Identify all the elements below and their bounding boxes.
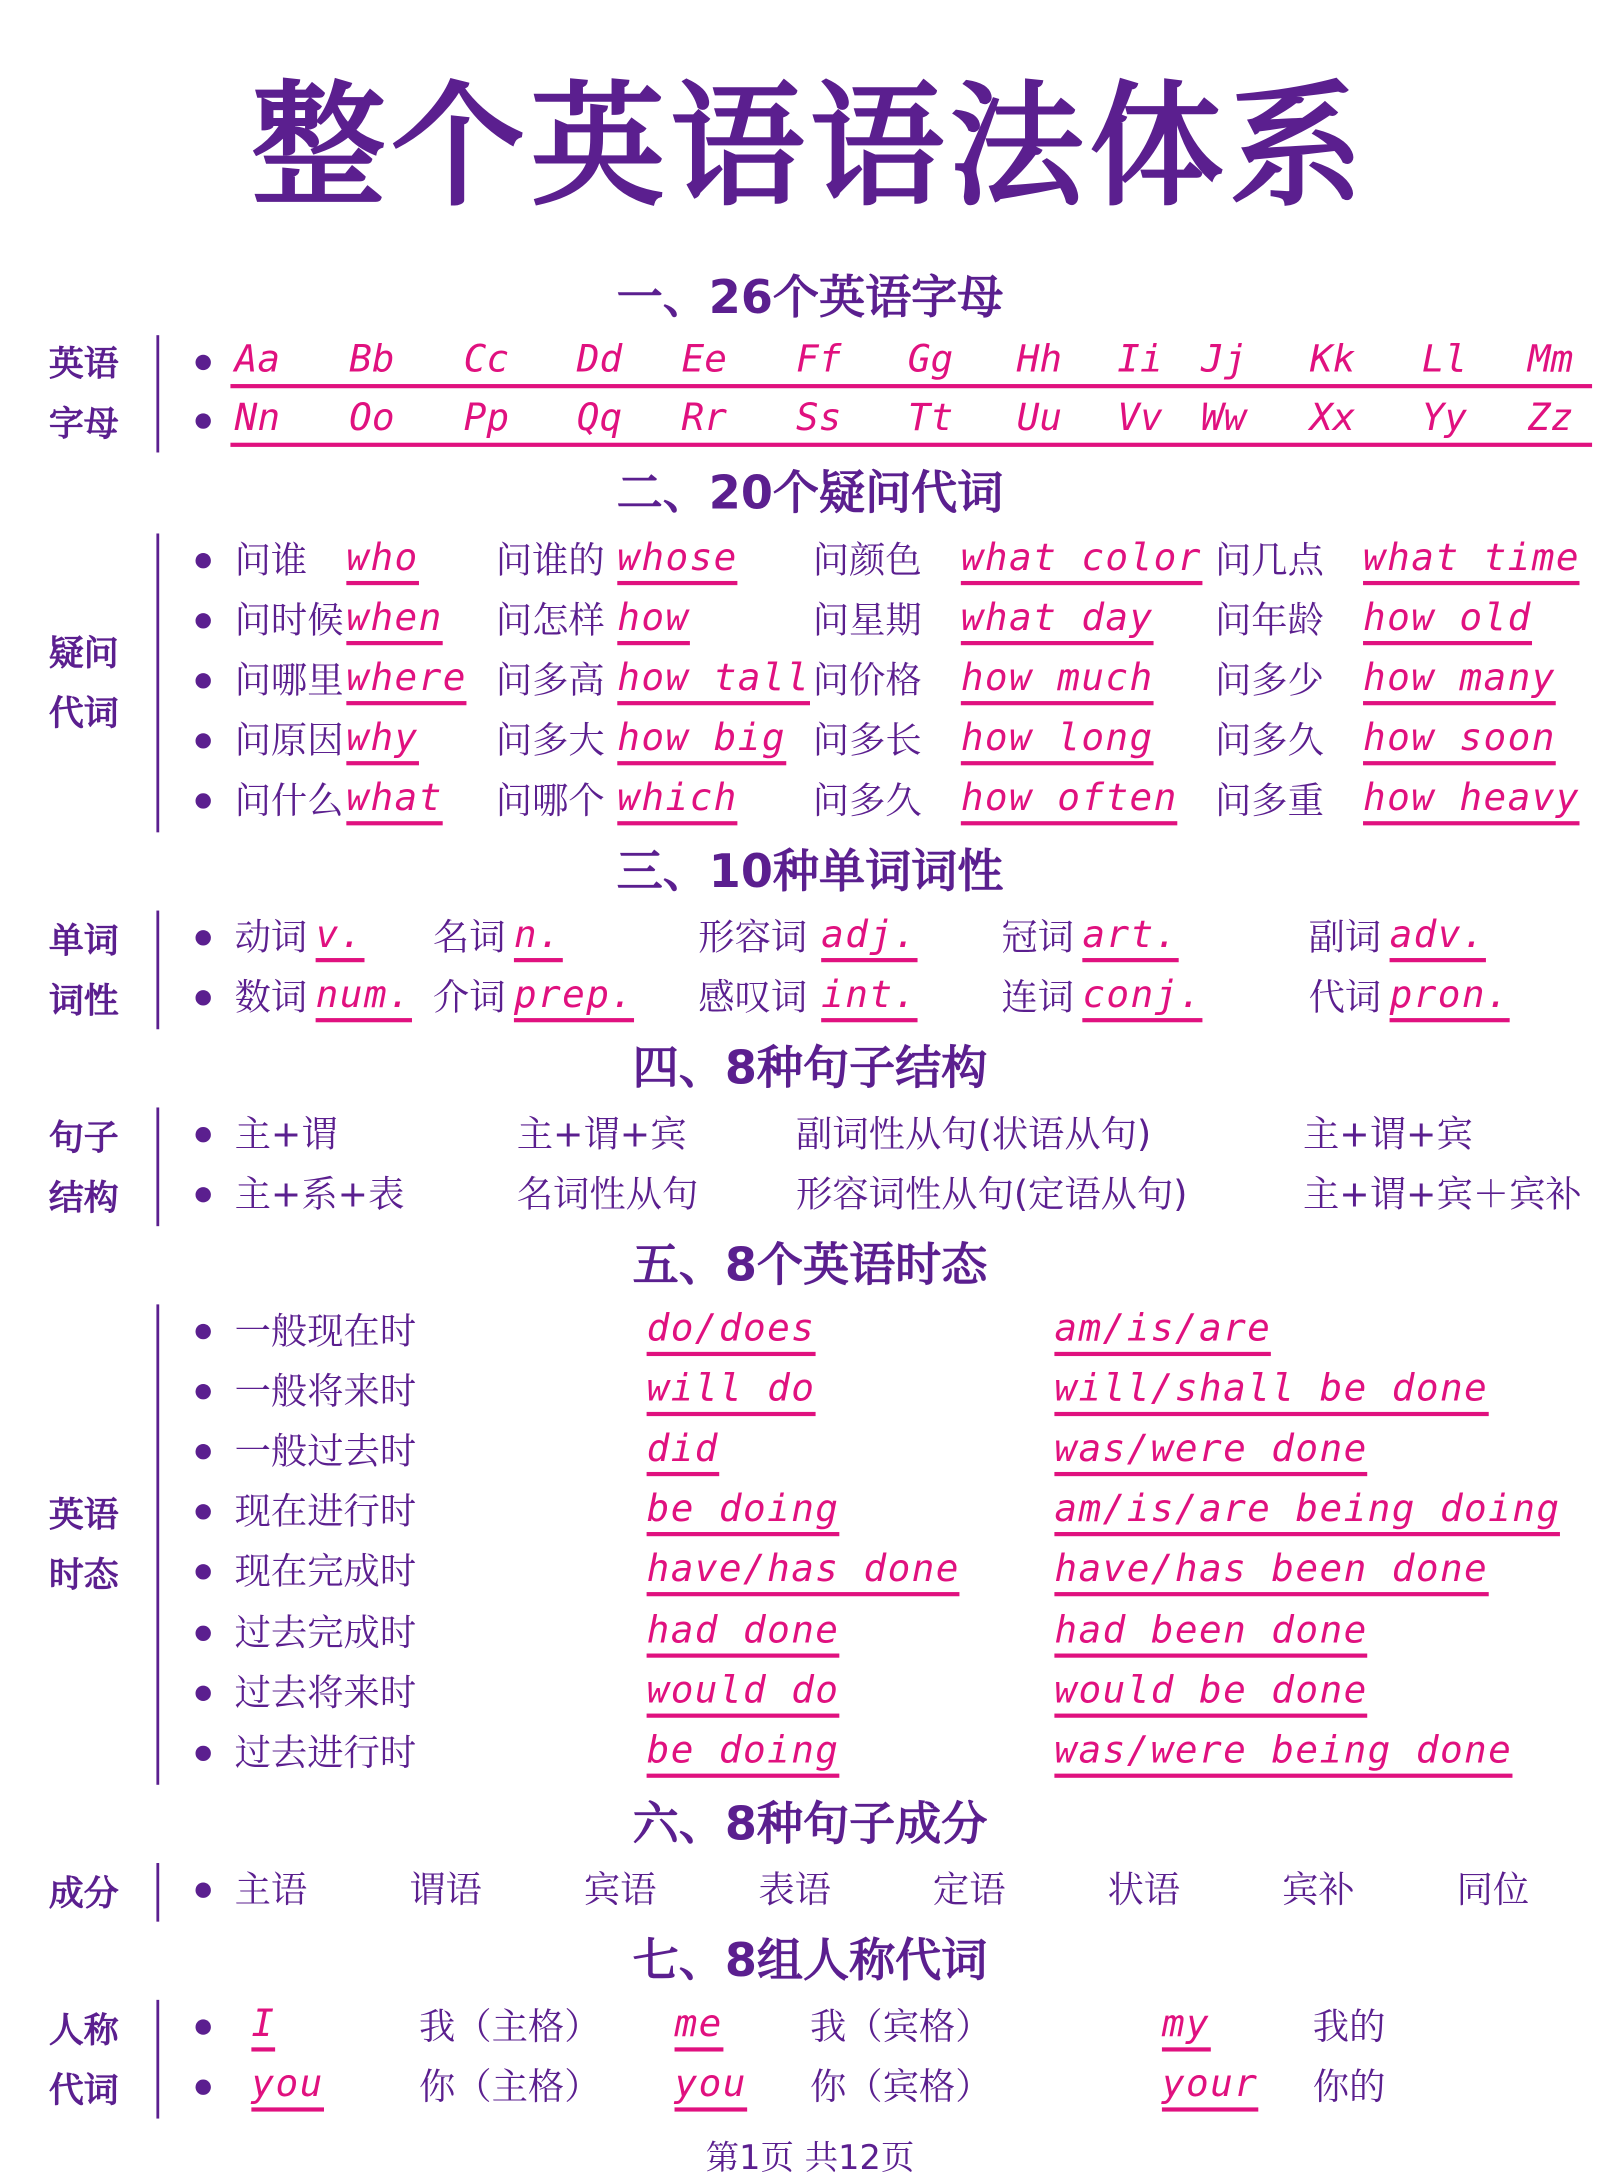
english-term: who [346,536,418,585]
list-item [0,2063,1620,2119]
english-term: would do [647,1669,840,1718]
english-term: you [251,2063,323,2112]
english-term: what time [1363,536,1580,585]
chinese-term: 问价格 [812,660,922,703]
chinese-term: 连词 [1001,977,1074,1020]
chinese-term: 过去完成时 [234,1613,417,1655]
bullet-icon [196,2079,211,2094]
chinese-term: 一般将来时 [234,1371,417,1414]
letter-pair: Rr [681,396,727,440]
english-term: I [251,2003,275,2052]
english-term: what color [961,536,1202,585]
english-term: do/does [647,1307,816,1356]
english-term: had done [647,1609,840,1658]
letter-pair: Hh [1016,337,1063,382]
english-term: am/is/are [1054,1307,1271,1356]
section-label: 句子 [48,1116,119,1158]
english-term: adj. [821,913,917,962]
chinese-term: 问多久 [1214,720,1324,763]
english-term: int. [821,973,917,1022]
chinese-term: 我（主格） [418,2006,601,2049]
chinese-term: 问颜色 [812,540,922,583]
letter-pair: Zz [1527,396,1574,440]
list-item [0,1307,1620,1363]
chinese-term: 一般过去时 [234,1431,417,1474]
section-label: 代词 [48,692,119,734]
chinese-term: 问哪个 [495,780,605,823]
english-term: did [647,1427,719,1476]
chinese-term: 问谁 [234,540,308,583]
english-term: when [346,596,442,645]
chinese-term: 问哪里 [234,660,344,703]
section-label: 英语 [48,1494,119,1535]
chinese-term: 副词 [1308,917,1382,960]
list-item [0,397,1620,453]
section-label: 词性 [48,979,119,1021]
list-item [0,1427,1620,1483]
chinese-term: 现在完成时 [234,1551,417,1594]
chinese-term: 问多久 [812,780,922,823]
section-label: 单词 [48,919,119,961]
letter-pair: Ww [1201,396,1247,440]
letter-pair: Xx [1309,396,1356,440]
english-term: how long [961,716,1154,765]
chinese-term: 问怎样 [495,600,605,643]
bullet-icon [196,1444,211,1459]
section-heading: 二、20个疑问代词 [616,465,1004,520]
english-term: art. [1082,913,1178,962]
chinese-term: 主+系+表 [234,1174,405,1217]
english-term: my [1162,2003,1210,2052]
list-item [0,2003,1620,2059]
english-term: v. [316,913,364,962]
list-item [0,1170,1620,1226]
english-term: how often [961,776,1178,825]
letter-pair: Dd [576,337,623,382]
letter-pair: Ll [1421,337,1468,382]
letter-pair: Ii [1117,337,1163,382]
english-term: be doing [647,1487,840,1536]
bullet-icon [196,1187,211,1202]
letter-pair: Ss [796,396,842,440]
chinese-term: 感叹词 [698,977,808,1020]
list-item [0,1487,1620,1543]
chinese-term: 主+谓+宾 [1302,1114,1473,1157]
chinese-term: 定语 [932,1869,1006,1912]
bullet-icon [196,413,211,428]
english-term: num. [316,973,412,1022]
bullet-icon [196,1746,211,1761]
bullet-icon [196,1883,211,1898]
chinese-term: 名词 [432,917,506,960]
chinese-term: 宾语 [583,1869,657,1912]
chinese-term: 问多长 [812,720,922,763]
english-term: adv. [1390,913,1486,962]
english-term: me [675,2003,723,2052]
chinese-term: 代词 [1308,977,1382,1020]
english-term: pron. [1390,973,1510,1022]
section-heading: 四、8种句子结构 [632,1040,988,1095]
list-item [0,1547,1620,1603]
section-heading: 一、26个英语字母 [616,269,1004,324]
bullet-icon [196,1686,211,1701]
letter-pair: Ee [681,337,727,382]
chinese-term: 宾补 [1282,1869,1355,1912]
letter-pair: Aa [234,337,281,382]
chinese-term: 问原因 [234,720,344,763]
chinese-term: 主+谓 [234,1114,338,1157]
chinese-term: 数词 [234,977,308,1020]
letter-pair: Vv [1117,396,1163,440]
bullet-icon [196,1127,211,1142]
underline [230,384,1592,388]
english-term: was/were being done [1054,1729,1512,1778]
chinese-term: 主+谓+宾＋宾补 [1302,1174,1582,1217]
letter-pair: Pp [463,396,510,440]
bullet-icon [196,613,211,628]
list-item [0,1110,1620,1166]
list-item [0,656,1620,712]
chinese-term: 冠词 [1001,917,1074,960]
chinese-term: 副词性从句(状语从句) [796,1114,1152,1157]
chinese-term: 表语 [758,1869,831,1912]
chinese-term: 问多重 [1214,780,1324,823]
english-term: would be done [1054,1669,1367,1718]
letter-pair: Bb [349,337,395,382]
english-term: how many [1363,656,1556,705]
chinese-term: 形容词 [698,917,808,960]
letter-pair: Nn [234,396,281,440]
english-term: will/shall be done [1054,1367,1488,1416]
chinese-term: 动词 [234,917,308,960]
chinese-term: 谓语 [409,1869,482,1912]
letter-pair: Mm [1527,337,1574,382]
section-heading: 七、8组人称代词 [632,1932,988,1988]
bullet-icon [196,1626,211,1641]
letter-pair: Uu [1016,396,1063,440]
chinese-term: 问时候 [234,600,344,643]
letter-pair: Jj [1201,337,1247,382]
english-term: be doing [647,1729,840,1778]
english-term: what [346,776,442,825]
list-item [0,338,1620,394]
chinese-term: 形容词性从句(定语从句) [796,1174,1188,1217]
chinese-term: 主语 [234,1869,308,1912]
chinese-term: 过去进行时 [234,1733,417,1776]
english-term: prep. [514,973,634,1022]
chinese-term: 主+谓+宾 [516,1114,687,1157]
list-item [0,776,1620,832]
english-term: why [346,716,418,765]
english-term: where [346,656,466,705]
chinese-term: 同位 [1456,1869,1530,1912]
bullet-icon [196,1504,211,1519]
letter-pair: Gg [907,337,954,382]
chinese-term: 问多高 [495,660,605,703]
list-item [0,716,1620,772]
chinese-term: 问多少 [1214,660,1324,703]
english-term: have/has done [647,1547,960,1596]
letter-pair: Kk [1309,337,1356,382]
section-label: 结构 [48,1176,119,1218]
english-term: how tall [617,656,810,705]
bullet-icon [196,1384,211,1399]
english-term: how [617,596,689,645]
letter-pair: Yy [1421,396,1468,440]
section-label: 时态 [48,1554,119,1595]
bullet-icon [196,1324,211,1339]
underline [230,443,1592,447]
english-term: have/has been done [1054,1547,1488,1596]
section-heading: 五、8个英语时态 [632,1237,988,1292]
bullet-icon [196,1564,211,1579]
bullet-icon [196,930,211,945]
bullet-icon [196,2019,211,2034]
chinese-term: 问什么 [234,780,344,823]
bullet-icon [196,553,211,568]
letter-pair: Tt [907,396,954,440]
english-term: will do [647,1367,816,1416]
english-term: am/is/are being doing [1054,1487,1560,1536]
chinese-term: 一般现在时 [234,1311,417,1354]
english-term: how old [1363,596,1532,645]
english-term: was/were done [1054,1427,1367,1476]
list-item [0,596,1620,652]
section-heading: 三、10种单词词性 [616,843,1004,898]
english-term: your [1162,2063,1258,2112]
section-label: 字母 [48,403,119,445]
letter-pair: Cc [463,337,510,382]
english-term: which [617,776,737,825]
list-item [0,913,1620,969]
page-title: 整个英语语法体系 [251,68,1369,225]
section-label: 人称 [48,2008,119,2050]
chinese-term: 名词性从句 [516,1174,699,1217]
section-label: 代词 [48,2068,119,2110]
section-heading: 六、8种句子成分 [632,1795,988,1851]
chinese-term: 问星期 [812,600,922,643]
chinese-term: 过去将来时 [234,1673,417,1715]
list-item [0,973,1620,1029]
chinese-term: 现在进行时 [234,1491,417,1534]
chinese-term: 你（主格） [418,2066,601,2109]
list-item [0,1669,1620,1725]
bullet-icon [196,793,211,808]
bullet-icon [196,733,211,748]
chinese-term: 我的 [1312,2006,1386,2049]
section-label: 英语 [48,343,119,385]
chinese-term: 问几点 [1214,540,1324,583]
chinese-term: 问多大 [495,720,605,763]
english-term: n. [514,913,562,962]
list-item [0,1729,1620,1785]
list-item [0,1367,1620,1423]
chinese-term: 问谁的 [495,540,605,583]
bullet-icon [196,355,211,370]
chinese-term: 介词 [432,977,506,1020]
chinese-term: 你的 [1312,2066,1386,2109]
english-term: how heavy [1363,776,1580,825]
bullet-icon [196,990,211,1005]
list-item [0,1609,1620,1665]
bullet-icon [196,673,211,688]
english-term: how much [961,656,1154,705]
english-term: had been done [1054,1609,1367,1658]
list-item [0,1866,1620,1922]
chinese-term: 你（宾格） [809,2066,992,2109]
chinese-term: 我（宾格） [809,2006,992,2049]
letter-pair: Oo [349,396,395,440]
list-item [0,536,1620,592]
english-term: conj. [1082,973,1202,1022]
letter-pair: Ff [796,337,842,382]
letter-pair: Qq [576,396,623,440]
english-term: whose [617,536,737,585]
english-term: what day [961,596,1154,645]
chinese-term: 状语 [1107,1869,1181,1912]
english-term: you [675,2063,747,2112]
chinese-term: 问年龄 [1214,600,1324,643]
english-term: how soon [1363,716,1556,765]
section-label: 成分 [48,1872,119,1913]
page-number: 第1页 共12页 [705,2138,915,2178]
english-term: how big [617,716,786,765]
section-label: 疑问 [48,632,119,674]
